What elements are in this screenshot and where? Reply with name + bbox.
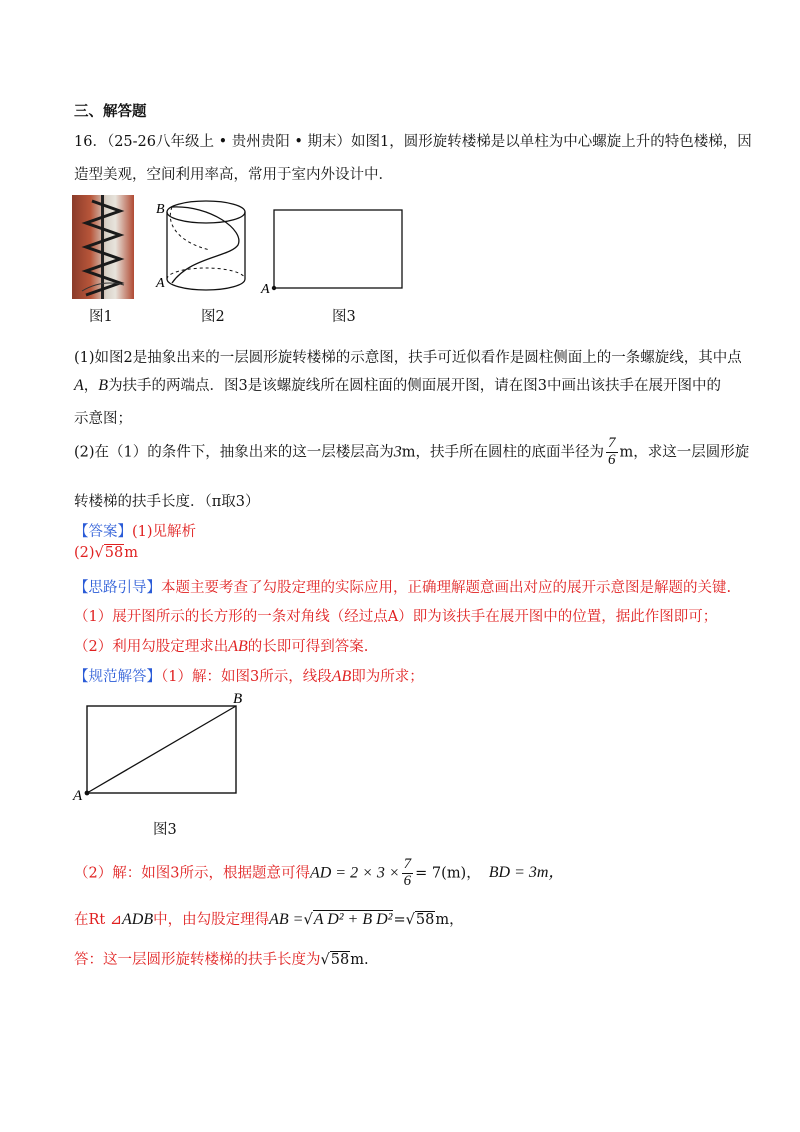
problem-line-1: 16．（25-26八年级上 • 贵州贵阳 • 期末）如图1，圆形旋转楼梯是以单柱为中心螺旋上升的特色楼梯，因 bbox=[74, 134, 752, 150]
answer-tag: 【答案】 bbox=[74, 524, 132, 540]
hint-tag: 【思路引导】 bbox=[74, 580, 161, 596]
unrolled-rectangle-figure bbox=[258, 205, 408, 295]
solution-line-2: （2）解：如图3所示，根据题意可得AD = 2 × 3 × $\frac{7}{6}$ = 7(m)， BD = 3m， bbox=[74, 856, 565, 889]
solution-label-a: A bbox=[73, 788, 83, 804]
fig1-caption: 图1 bbox=[89, 309, 113, 325]
hint-line: 【思路引导】本题主要考查了勾股定理的实际应用，正确理解题意画出对应的展开示意图是解题的关键. bbox=[74, 580, 732, 596]
solution-label-b: B bbox=[233, 691, 243, 707]
solution-figure bbox=[70, 690, 250, 805]
radius-fraction: $\frac{7}{6}$ bbox=[608, 435, 616, 468]
solution-tag: 【规范解答】 bbox=[74, 669, 161, 685]
problem-line-2: 造型美观，空间利用率高，常用于室内外设计中． bbox=[74, 167, 393, 183]
part2-line-2: 转楼梯的扶手长度．（π取3） bbox=[74, 494, 260, 510]
part1-line-2: A，B为扶手的两端点．图3是该螺旋线所在圆柱面的侧面展开图，请在图3中画出该扶手在展开图中的 bbox=[74, 377, 722, 394]
answer-line-1: 【答案】(1)见解析 bbox=[74, 524, 197, 540]
fig2-label-a: A bbox=[156, 276, 165, 291]
hint-step-1: （1）展开图所示的长方形的一条对角线（经过点A）即为该扶手在展开图中的位置，据此作图即可； bbox=[74, 609, 718, 625]
answer-line-2: (2)√58m bbox=[74, 545, 138, 561]
fig2-caption: 图2 bbox=[201, 309, 225, 325]
fig3-caption: 图3 bbox=[332, 309, 356, 325]
fig3-label-a: A bbox=[261, 282, 270, 295]
solution-fig-caption: 图3 bbox=[153, 822, 177, 838]
part1-line-3: 示意图； bbox=[74, 411, 132, 427]
solution-line-1: 【规范解答】（1）解：如图3所示，线段AB即为所求； bbox=[74, 668, 424, 685]
cylinder-figure bbox=[150, 195, 260, 300]
part1-line-1: (1)如图2是抽象出来的一层圆形旋转楼梯的示意图，扶手可近似看作是圆柱侧面上的一条螺旋线，其中点 bbox=[74, 350, 742, 366]
solution-fraction: $\frac{7}{6}$ bbox=[403, 856, 412, 889]
solution-line-3: 在Rt ⊿ADB中，由勾股定理得AB =√A D² + B D²=√58m， bbox=[74, 911, 464, 928]
spiral-staircase-photo bbox=[72, 195, 134, 299]
hint-step-2: （2）利用勾股定理求出AB的长即可得到答案. bbox=[74, 638, 369, 655]
section-title: 三、解答题 bbox=[74, 103, 147, 120]
fig2-label-b: B bbox=[156, 202, 165, 217]
part2-line-1: (2)在（1）的条件下，抽象出来的这一层楼层高为3m，扶手所在圆柱的底面半径为 $\frac{7}{6}$ m，求这一层圆形旋 bbox=[74, 435, 750, 468]
solution-line-4: 答：这一层圆形旋转楼梯的扶手长度为√58m. bbox=[74, 952, 369, 968]
